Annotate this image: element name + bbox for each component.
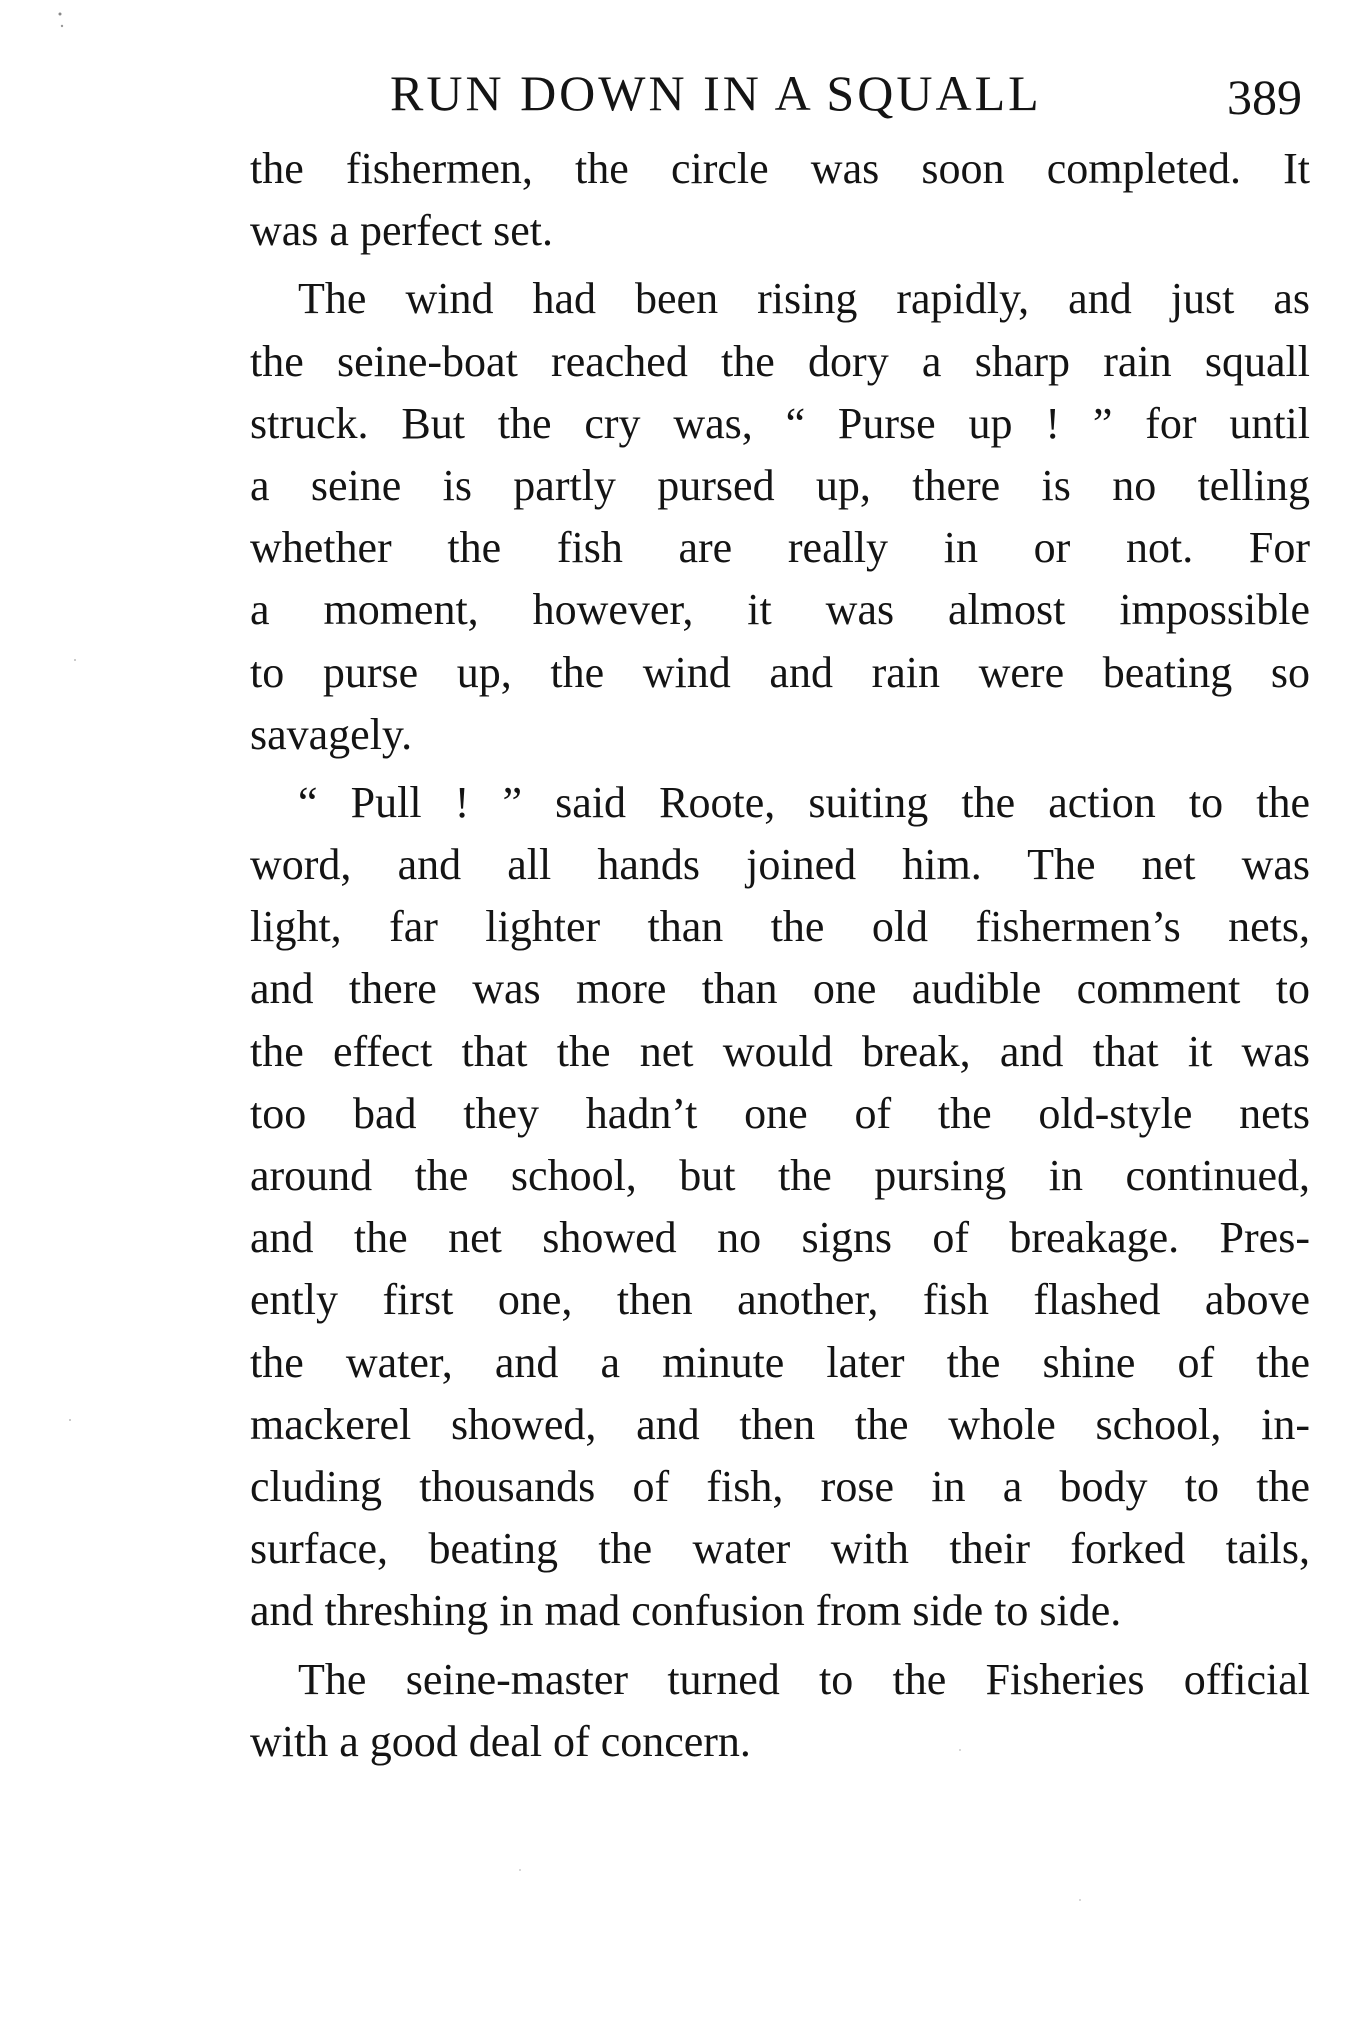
text-line: mackerel showed, and then the whole school, in- xyxy=(250,1399,1310,1449)
text-line: the seine-boat reached the dory a sharp rain squall xyxy=(250,336,1310,386)
text-line: cluding thousands of fish, rose in a body to the xyxy=(250,1461,1310,1511)
text-line: surface, beating the water with their forked tails, xyxy=(250,1524,1310,1574)
text-line: light, far lighter than the old fishermen’s nets, xyxy=(250,902,1310,952)
page-number: 389 xyxy=(1227,69,1302,125)
text-line: to purse up, the wind and rain were beating so xyxy=(250,647,1310,697)
text-line: the fishermen, the circle was soon completed. It xyxy=(250,144,1310,193)
text-line: and the net showed no signs of breakage. Pres- xyxy=(250,1213,1310,1263)
text-line: was a perfect set. xyxy=(250,206,553,256)
text-line: a moment, however, it was almost impossible xyxy=(250,585,1310,635)
text-line: a seine is partly pursed up, there is no telling xyxy=(250,460,1310,510)
text-line: The seine-master turned to the Fisheries official xyxy=(298,1654,1310,1704)
paragraph xyxy=(250,1649,1310,1773)
body-text xyxy=(250,138,1310,1773)
text-line: the effect that the net would break, and that it was xyxy=(250,1026,1310,1076)
text-line: around the school, but the pursing in continued, xyxy=(250,1151,1310,1200)
text-line: and there was more than one audible comment to xyxy=(250,964,1310,1014)
text-line: “ Pull ! ” said Roote, suiting the action to the xyxy=(298,777,1310,827)
text-line: and threshing in mad confusion from side to side. xyxy=(250,1586,1122,1636)
running-head xyxy=(250,48,1310,138)
paragraph xyxy=(250,772,1310,1643)
text-line: word, and all hands joined him. The net was xyxy=(250,840,1310,890)
text-line: The wind had been rising rapidly, and just as xyxy=(298,274,1310,324)
text-line: with a good deal of concern. xyxy=(250,1716,751,1766)
text-line: the water, and a minute later the shine of the xyxy=(250,1337,1310,1387)
text-line: struck. But the cry was, “ Purse up ! ” for until xyxy=(250,398,1310,448)
running-title: RUN DOWN IN A SQUALL xyxy=(390,65,1042,121)
paragraph xyxy=(250,138,1310,262)
paragraph xyxy=(250,268,1310,766)
text-line: ently first one, then another, fish flashed above xyxy=(250,1275,1310,1325)
text-line: savagely. xyxy=(250,709,413,759)
text-line: whether the fish are really in or not. For xyxy=(250,523,1310,573)
text-line: too bad they hadn’t one of the old-style nets xyxy=(250,1088,1310,1138)
